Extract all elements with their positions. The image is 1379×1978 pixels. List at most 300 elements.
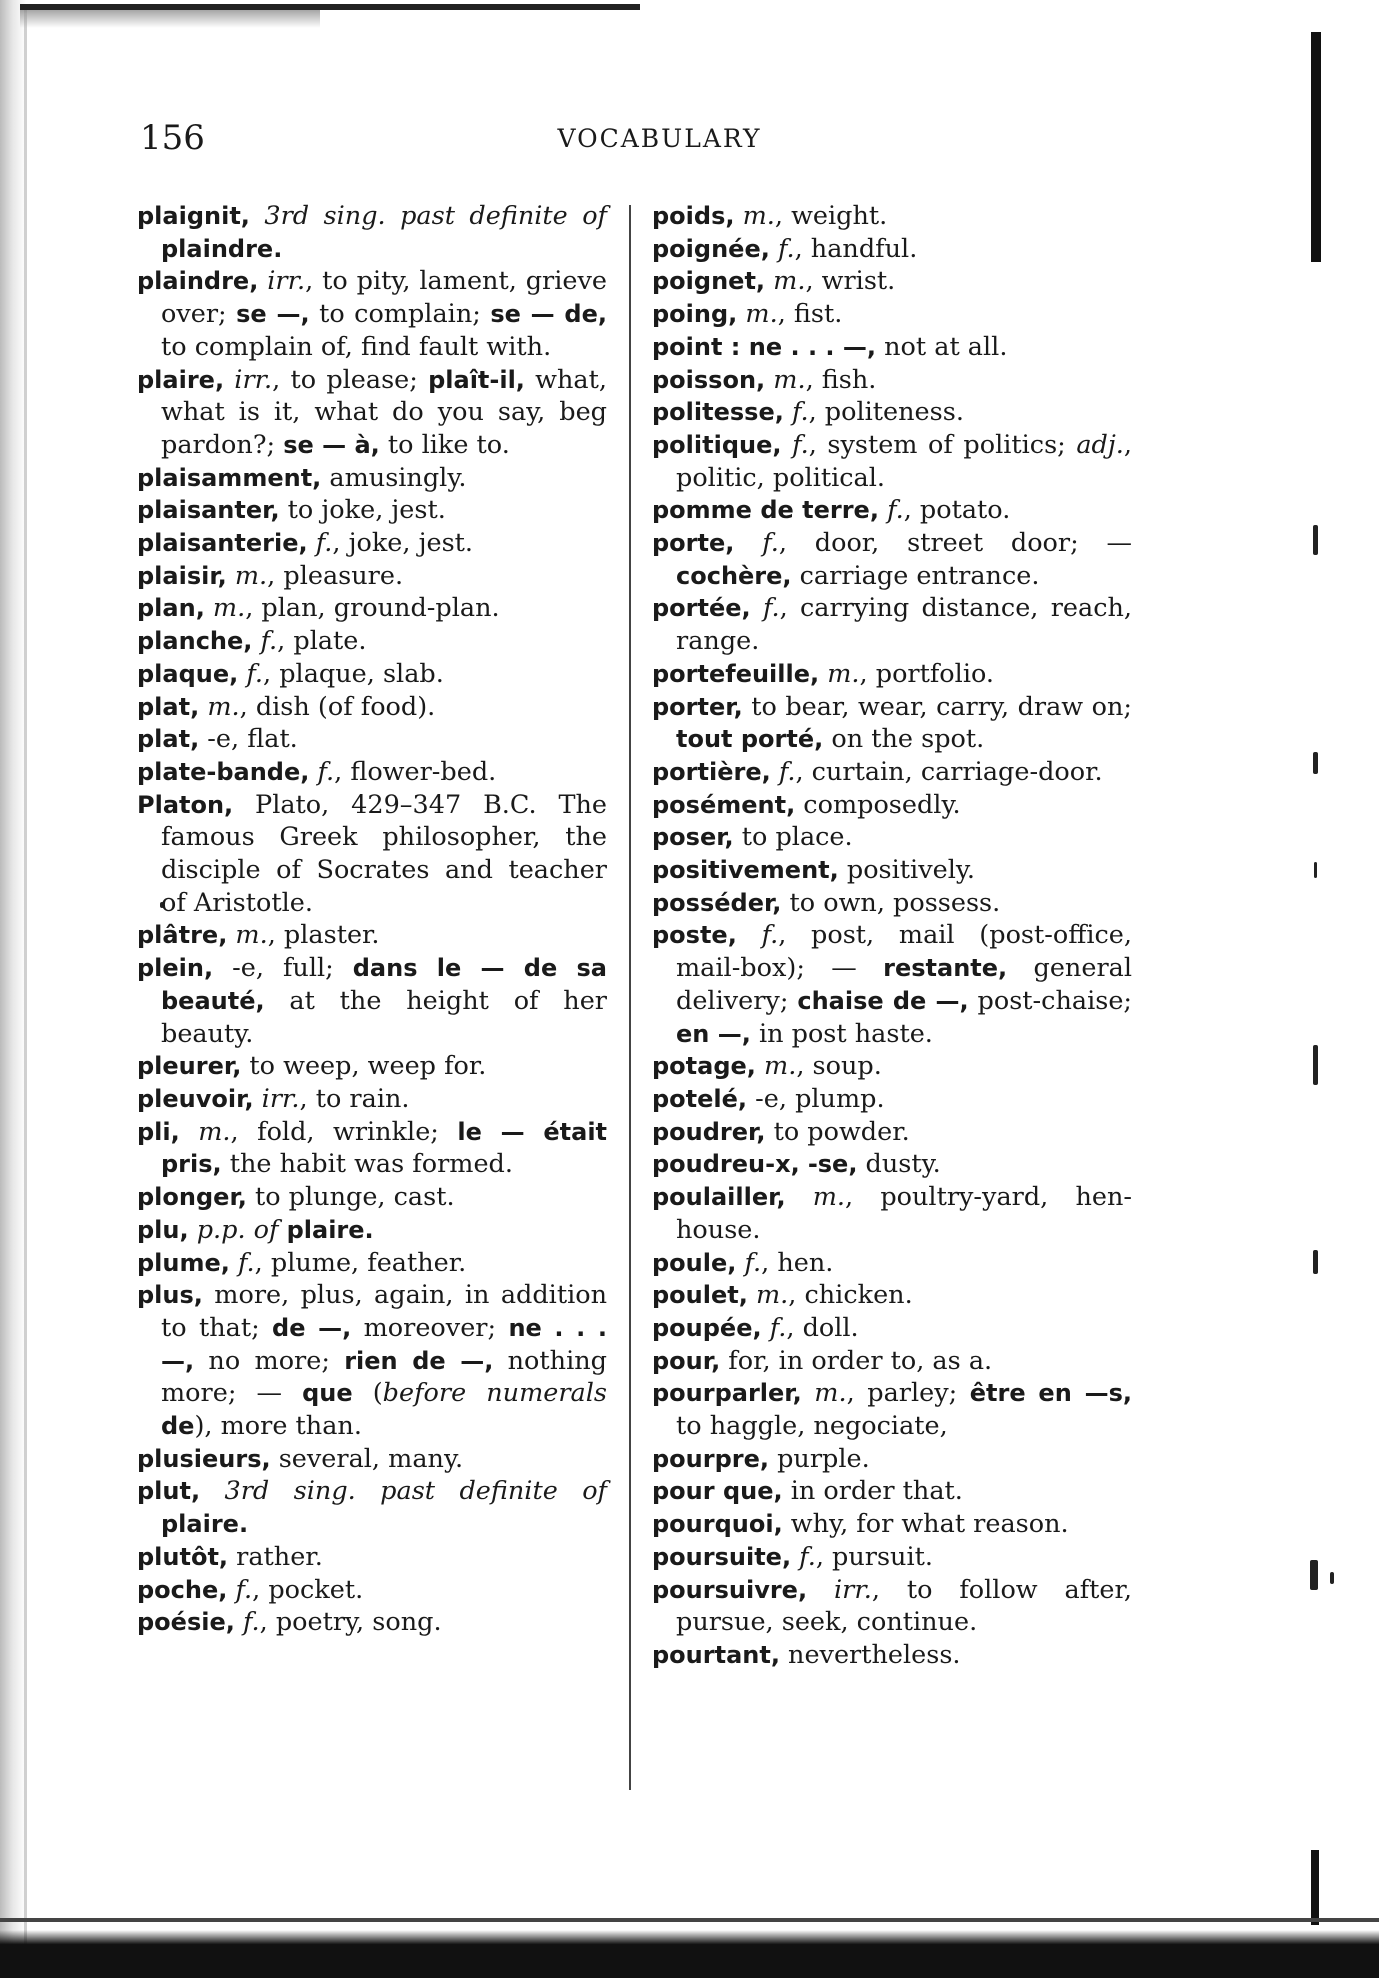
definition-text — [180, 1117, 199, 1147]
vocab-entry — [652, 1377, 1132, 1442]
definition-text — [200, 1476, 224, 1506]
definition-text: to weep, weep for. — [241, 1051, 487, 1082]
headword: plaindre, — [137, 267, 259, 296]
definition-text: , fold, wrinkle; — [230, 1116, 458, 1147]
grammar-label: m. — [212, 593, 246, 624]
grammar-label: irr. — [261, 1083, 300, 1114]
headword: pomme de terre, — [652, 496, 879, 525]
definition-text: amusingly. — [321, 462, 467, 493]
definition-text: moreover; — [351, 1312, 509, 1343]
definition-text: positively. — [838, 855, 975, 886]
definition-text — [800, 1149, 808, 1179]
vocab-entry — [652, 691, 1132, 756]
vocab-entry — [652, 265, 1132, 298]
definition-text: why, for what reason. — [782, 1509, 1069, 1540]
grammar-label: irr. — [833, 1574, 872, 1605]
grammar-label: f. — [744, 1247, 762, 1278]
headword: poudrer, — [652, 1117, 766, 1146]
vocab-entry — [652, 756, 1132, 789]
vocab-entry — [652, 1247, 1132, 1280]
vocab-entry — [652, 1148, 1132, 1181]
vocab-entry — [137, 462, 607, 495]
definition-text: , doll. — [786, 1312, 859, 1343]
headword: porter, — [652, 692, 743, 721]
definition-text: in post haste. — [750, 1018, 933, 1049]
headword: en —, — [676, 1019, 751, 1048]
definition-text — [879, 495, 887, 525]
headword: plate-bande, — [137, 757, 310, 786]
headword: poursuivre, — [652, 1575, 808, 1604]
definition-text — [189, 1215, 197, 1245]
definition-text: , post, mail (post-office, mail-box); — — [676, 920, 1132, 984]
definition-text: ), more than. — [194, 1411, 362, 1442]
headword: de —, — [272, 1313, 352, 1342]
headword: plaisanter, — [137, 496, 280, 525]
definition-text: to own, possess. — [781, 887, 1001, 918]
headword: se — de, — [490, 300, 607, 329]
definition-text: to joke, jest. — [279, 495, 446, 526]
definition-text: , dish (of food). — [239, 691, 436, 722]
definition-text: to plunge, cast. — [246, 1182, 455, 1213]
headword: point : ne . . . —, — [652, 332, 877, 361]
definition-text — [252, 626, 260, 656]
headword: poing, — [652, 300, 738, 329]
vocab-entry — [652, 1541, 1132, 1574]
definition-text: , plume, feather. — [254, 1247, 467, 1278]
grammar-label: m. — [207, 691, 240, 722]
definition-text: , portfolio. — [859, 658, 994, 689]
headword: poignée, — [652, 234, 770, 263]
headword: plaisamment, — [137, 463, 322, 492]
definition-text: -e, plump. — [747, 1083, 885, 1114]
headword: positivement, — [652, 856, 839, 885]
grammar-label: m. — [812, 1182, 846, 1213]
vocab-entry — [137, 200, 607, 265]
vocab-entry — [652, 789, 1132, 822]
vocab-entry — [652, 1116, 1132, 1149]
headword: poser, — [652, 823, 734, 852]
headword: plutôt, — [137, 1542, 229, 1571]
definition-text: in order that. — [782, 1476, 963, 1507]
definition-text: the habit was formed. — [221, 1149, 513, 1180]
grammar-label: f. — [315, 528, 333, 559]
definition-text — [781, 430, 792, 460]
headword: plan, — [137, 594, 205, 623]
grammar-label: f. — [799, 1541, 816, 1572]
headword: poule, — [652, 1248, 737, 1277]
definition-text: several, many. — [270, 1443, 464, 1474]
vocab-entry — [137, 952, 607, 1050]
grammar-label: irr. — [267, 266, 306, 297]
definition-text: , poultry-yard, hen-house. — [676, 1182, 1133, 1245]
headword: plaque, — [137, 659, 239, 688]
headword: poursuite, — [652, 1542, 792, 1571]
grammar-label: m. — [742, 201, 775, 231]
definition-text: , to rain. — [299, 1083, 410, 1114]
vocab-entry — [137, 1181, 607, 1214]
headword: portefeuille, — [652, 659, 820, 688]
definition-text: more, plus, again, in addition to that; — [161, 1280, 607, 1343]
headword: pleurer, — [137, 1052, 242, 1081]
definition-text: no more; — [194, 1345, 345, 1376]
grammar-label: m. — [745, 299, 778, 330]
scan-edge-left — [0, 0, 26, 1978]
definition-text: on the spot. — [823, 724, 985, 755]
definition-text: , potato. — [903, 495, 1011, 526]
definition-text: for, in order to, as a. — [720, 1345, 993, 1376]
vocab-entry — [652, 1181, 1132, 1246]
headword: restante, — [883, 954, 1008, 983]
definition-text — [756, 1051, 764, 1081]
vocab-entry — [137, 919, 607, 952]
vocab-entry — [652, 1312, 1132, 1345]
vocab-entry — [137, 265, 607, 363]
definition-text — [250, 201, 264, 231]
headword: tout porté, — [676, 725, 824, 754]
definition-text: , plaque, slab. — [263, 658, 444, 689]
definition-text: , plaster. — [267, 920, 380, 951]
definition-text: to bear, wear, carry, draw on; — [742, 691, 1132, 722]
vocab-entry — [137, 691, 607, 724]
definition-text: purple. — [769, 1443, 870, 1474]
grammar-label: m. — [773, 266, 806, 297]
definition-text: not at all. — [876, 331, 1008, 362]
definition-text: dusty. — [857, 1149, 941, 1180]
page-number: 156 — [140, 118, 205, 158]
grammar-label: m. — [827, 658, 860, 689]
vocab-entry — [652, 1050, 1132, 1083]
vocab-entry — [652, 887, 1132, 920]
grammar-label: adj. — [1076, 429, 1124, 460]
vocab-entry — [137, 1214, 607, 1247]
definition-text: , system of politics; — [808, 429, 1077, 460]
definition-text — [308, 528, 316, 558]
definition-text: , wrist. — [805, 266, 896, 297]
grammar-label: m. — [773, 364, 806, 395]
scan-edge-bottom-line — [0, 1918, 1379, 1922]
vocab-entry — [652, 396, 1132, 429]
grammar-label: 3rd sing. past definite of — [224, 1476, 607, 1507]
grammar-label: 3rd sing. past definite of — [264, 201, 607, 231]
definition-text: general delivery; — [676, 953, 1132, 1016]
vocab-entry — [137, 625, 607, 658]
definition-text: , plan, ground-plan. — [245, 593, 500, 624]
headword: plaît-il, — [428, 365, 525, 394]
definition-text — [205, 593, 213, 623]
headword: pour que, — [652, 1477, 783, 1506]
definition-text — [784, 397, 792, 427]
headword: poupée, — [652, 1313, 762, 1342]
headword: pour, — [652, 1346, 721, 1375]
vocab-entry — [652, 1443, 1132, 1476]
vocab-entry — [652, 1279, 1132, 1312]
vocab-entry — [652, 658, 1132, 691]
definition-text: composedly. — [795, 789, 961, 820]
definition-text — [734, 201, 742, 231]
headword: poisson, — [652, 365, 766, 394]
definition-text: , fish. — [805, 364, 877, 395]
definition-text — [254, 1084, 262, 1114]
vocab-entry — [652, 1508, 1132, 1541]
grammar-label: f. — [769, 1312, 787, 1343]
vocab-entry — [137, 1247, 607, 1280]
vocab-entry — [652, 1574, 1132, 1639]
headword: de — [161, 1412, 195, 1441]
definition-text: to place. — [733, 822, 853, 853]
vocab-entry — [137, 658, 607, 691]
headword: plusieurs, — [137, 1444, 271, 1473]
headword: cochère, — [676, 561, 792, 590]
vocab-entry — [652, 1475, 1132, 1508]
definition-text: at the height of her beauty. — [161, 985, 607, 1049]
definition-text: , door, street door; — — [778, 528, 1133, 559]
headword: plonger, — [137, 1183, 247, 1212]
vocab-entry — [652, 298, 1132, 331]
headword: être en —s, — [969, 1379, 1132, 1408]
definition-text: , handful. — [794, 233, 918, 264]
definition-text: nothing more; — — [161, 1345, 607, 1409]
headword: plu, — [137, 1215, 189, 1244]
definition-text: to complain of, find fault with. — [161, 331, 552, 362]
definition-text: -e, full; — [213, 953, 353, 984]
definition-text: , pleasure. — [267, 560, 404, 591]
headword: plaire, — [137, 365, 225, 394]
headword: plaindre. — [161, 234, 283, 263]
left-column — [137, 200, 607, 1639]
vocab-entry — [137, 1050, 607, 1083]
vocab-entry — [652, 821, 1132, 854]
headword: pourparler, — [652, 1379, 802, 1408]
headword: chaise de —, — [797, 986, 969, 1015]
grammar-label: f. — [792, 429, 809, 460]
definition-text — [762, 1313, 770, 1343]
headword: pourpre, — [652, 1444, 769, 1473]
headword: plaisir, — [137, 561, 227, 590]
headword: -se, — [807, 1150, 858, 1179]
vocab-entry — [652, 854, 1132, 887]
headword: poudreu-x, — [652, 1150, 800, 1179]
definition-text: , pocket. — [252, 1574, 364, 1605]
grammar-label: m. — [764, 1051, 797, 1082]
definition-text: , soup. — [796, 1051, 882, 1082]
definition-text: , parley; — [846, 1378, 970, 1409]
definition-text: post-chaise; — [968, 985, 1133, 1016]
grammar-label: m. — [235, 920, 268, 951]
headword: pli, — [137, 1117, 180, 1146]
headword: se — à, — [283, 430, 380, 459]
vocab-entry — [652, 429, 1132, 494]
headword: portée, — [652, 594, 751, 623]
definition-text — [235, 1607, 243, 1637]
headword: dans le — de sa beauté, — [161, 954, 607, 1015]
grammar-label: f. — [242, 1607, 260, 1638]
definition-text: , to please; — [272, 364, 429, 395]
definition-text: Plato, 429–347 B.C. The famous Greek philosopher, the disciple of Socrates and teacher of Aristotle. — [161, 789, 607, 918]
headword: potage, — [652, 1052, 756, 1081]
vocab-entry — [137, 494, 607, 527]
grammar-label: f. — [762, 528, 779, 559]
headword: se —, — [236, 300, 310, 329]
definition-text: , politeness. — [808, 397, 964, 428]
vocab-entry — [137, 1541, 607, 1574]
vocab-entry — [652, 1083, 1132, 1116]
headword: poche, — [137, 1575, 228, 1604]
grammar-label: f. — [887, 495, 904, 526]
definition-text — [278, 1215, 286, 1245]
grammar-label: f. — [778, 756, 796, 787]
definition-text — [791, 1542, 799, 1572]
headword: plus, — [137, 1281, 203, 1310]
vocab-entry — [652, 527, 1132, 592]
vocab-entry — [137, 723, 607, 756]
vocab-entry — [137, 789, 607, 920]
definition-text: , poetry, song. — [259, 1607, 442, 1638]
scan-edge-bottom — [0, 1930, 1379, 1978]
headword: pourtant, — [652, 1640, 780, 1669]
grammar-label: f. — [791, 397, 809, 428]
headword: ne . . . —, — [161, 1313, 608, 1375]
headword: planche, — [137, 627, 253, 656]
definition-text: to complain; — [309, 299, 491, 330]
definition-text: to haggle, negociate, — [676, 1411, 948, 1442]
grammar-label: irr. — [234, 364, 273, 395]
headword: plaisanterie, — [137, 529, 308, 558]
headword: plat, — [137, 692, 200, 721]
headword: politesse, — [652, 398, 784, 427]
grammar-label: f. — [777, 233, 795, 264]
definition-text: , hen. — [761, 1247, 834, 1278]
headword: porte, — [652, 529, 735, 558]
definition-text — [748, 1280, 756, 1310]
headword: plut, — [137, 1477, 201, 1506]
grammar-label: m. — [755, 1280, 789, 1311]
definition-text: , fist. — [777, 299, 843, 330]
headword: plaire. — [161, 1510, 249, 1539]
definition-text: nevertheless. — [779, 1639, 961, 1670]
definition-text — [807, 1575, 834, 1605]
vocab-entry — [652, 233, 1132, 266]
grammar-label: f. — [762, 593, 780, 624]
headword: pourquoi, — [652, 1510, 783, 1539]
running-title: VOCABULARY — [557, 124, 762, 153]
definition-text: to like to. — [379, 429, 510, 460]
grammar-label: before numerals — [382, 1378, 607, 1409]
definition-text — [786, 1182, 813, 1212]
definition-text: rather. — [228, 1541, 323, 1572]
vocab-entry — [137, 1279, 607, 1443]
headword: rien de —, — [344, 1346, 494, 1375]
vocab-entry — [652, 592, 1132, 657]
vocab-entry — [652, 200, 1132, 233]
headword: plein, — [137, 954, 214, 983]
grammar-label: f. — [238, 1247, 255, 1278]
grammar-label: f. — [260, 626, 278, 657]
headword: plume, — [137, 1248, 230, 1277]
vocab-entry — [137, 1475, 607, 1540]
definition-text: what, what is it, what do you say, beg pardon?; — [161, 364, 607, 460]
grammar-label: f. — [246, 658, 264, 689]
headword: portière, — [652, 757, 771, 786]
grammar-label: m. — [814, 1378, 847, 1409]
definition-text — [751, 593, 763, 623]
headword: poste, — [652, 921, 737, 950]
headword: poignet, — [652, 267, 766, 296]
column-divider — [629, 205, 631, 1790]
grammar-label: f. — [317, 756, 335, 787]
vocab-entry — [652, 494, 1132, 527]
vocab-entry — [137, 1443, 607, 1476]
headword: le — était pris, — [161, 1117, 608, 1179]
definition-text — [227, 561, 235, 591]
headword: politique, — [652, 430, 782, 459]
definition-text: , to follow after, pursue, seek, continue. — [676, 1574, 1133, 1638]
vocab-entry — [137, 1574, 607, 1607]
scan-edge-top — [20, 4, 640, 10]
vocab-entry — [137, 1116, 607, 1181]
binding-mark-bottom — [1311, 1850, 1319, 1925]
definition-text — [770, 234, 778, 264]
definition-text: to powder. — [765, 1116, 910, 1147]
headword: poids, — [652, 202, 735, 230]
right-column — [652, 200, 1132, 1672]
vocab-entry — [652, 1345, 1132, 1378]
vocab-entry — [652, 1639, 1132, 1672]
grammar-label: f. — [235, 1574, 253, 1605]
vocab-entry — [652, 331, 1132, 364]
vocab-entry — [137, 527, 607, 560]
grammar-label: m. — [234, 560, 268, 591]
headword: poulet, — [652, 1281, 748, 1310]
definition-text — [230, 1248, 238, 1278]
definition-text — [802, 1378, 815, 1408]
definition-text: , flower-bed. — [334, 756, 497, 787]
headword: plaire. — [286, 1215, 374, 1244]
definition-text: , joke, jest. — [332, 528, 474, 559]
vocab-entry — [137, 1083, 607, 1116]
vocab-entry — [137, 364, 607, 462]
headword: posément, — [652, 790, 796, 819]
headword: poésie, — [137, 1608, 235, 1637]
headword: plat, — [137, 725, 200, 754]
headword: plaignit, — [137, 202, 250, 230]
vocab-entry — [652, 919, 1132, 1050]
definition-text: , pursuit. — [815, 1541, 933, 1572]
grammar-label: m. — [198, 1116, 231, 1147]
vocab-entry — [137, 592, 607, 625]
definition-text — [224, 365, 234, 395]
definition-text — [258, 266, 267, 296]
definition-text — [734, 528, 762, 558]
headword: potelé, — [652, 1084, 748, 1113]
headword: que — [302, 1379, 353, 1408]
definition-text: , curtain, carriage-door. — [795, 756, 1103, 787]
vocab-entry — [652, 364, 1132, 397]
vocab-entry — [137, 1606, 607, 1639]
grammar-label: f. — [761, 920, 779, 951]
headword: poulailler, — [652, 1183, 786, 1212]
definition-text: , carrying distance, reach, range. — [676, 593, 1133, 657]
definition-text: -e, flat. — [199, 724, 298, 755]
vocab-entry — [137, 560, 607, 593]
definition-text: ( — [352, 1378, 383, 1409]
scan-edge-line — [24, 10, 27, 1950]
headword: posséder, — [652, 888, 782, 917]
vocab-entry — [137, 756, 607, 789]
definition-text — [771, 757, 779, 787]
headword: pleuvoir, — [137, 1084, 254, 1113]
definition-text: carriage entrance. — [791, 560, 1040, 591]
grammar-label: p.p. of — [196, 1214, 279, 1245]
